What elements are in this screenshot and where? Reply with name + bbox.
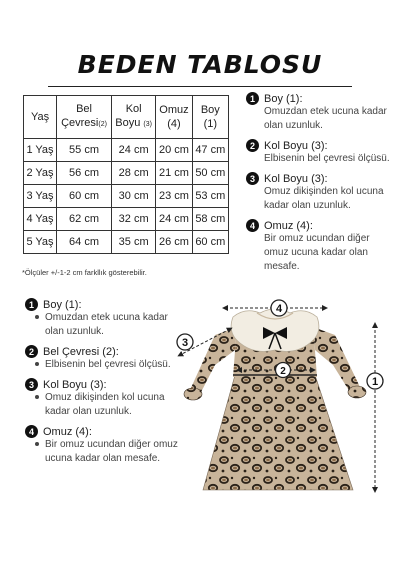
number-badge-icon: 2: [25, 345, 38, 358]
table-cell: 5 Yaş: [24, 231, 57, 254]
number-badge-icon: 3: [246, 172, 259, 185]
col-header-shoulder: Omuz (4): [156, 96, 192, 139]
legend-description: Elbisenin bel çevresi ölçüsü.: [25, 358, 190, 372]
legend-description: Elbisenin bel çevresi ölçüsü.: [264, 153, 390, 164]
marker-label: 4: [275, 303, 283, 315]
table-cell: 50 cm: [192, 162, 228, 185]
legend-item: [25, 378, 190, 391]
marker-label: 2: [280, 366, 286, 377]
legend-item: [25, 298, 190, 311]
measurement-note: *Ölçüler +/-1-2 cm farkllık gösterebilir.: [22, 268, 147, 277]
legend-item: [246, 219, 396, 232]
col-header-waist: Bel Çevresi(2): [57, 96, 112, 139]
number-badge-icon: 4: [246, 219, 259, 232]
col-header-sleeve: Kol Boyu (3): [112, 96, 156, 139]
right-cuff-shape: [348, 386, 366, 398]
legend-title: Boy (1):: [264, 92, 303, 105]
left-cuff-shape: [184, 388, 202, 400]
table-cell: 30 cm: [112, 185, 156, 208]
table-cell: 64 cm: [57, 231, 112, 254]
number-badge-icon: 3: [25, 378, 38, 391]
legend-title: Kol Boyu (3):: [264, 139, 328, 152]
table-cell: 23 cm: [156, 185, 192, 208]
legend-title: Boy (1):: [43, 298, 82, 311]
legend-title: Kol Boyu (3):: [264, 172, 328, 185]
legend-description: Omuzdan etek ucuna kadar olan uzunluk.: [25, 311, 190, 339]
table-row: [24, 162, 229, 185]
legend-description: Omuzdan etek ucuna kadar olan uzunluk.: [264, 106, 387, 131]
table-row: [24, 231, 229, 254]
bullet-icon: [35, 362, 39, 366]
title-underline: [48, 86, 352, 87]
legend-item: [246, 172, 396, 185]
marker-label: 3: [181, 337, 189, 349]
legend-item: [25, 345, 190, 358]
table-cell: 60 cm: [192, 231, 228, 254]
legend-description: Omuz dikişinden kol ucuna kadar olan uzunluk.: [264, 186, 384, 211]
table-cell: 24 cm: [156, 208, 192, 231]
table-header-row: [24, 96, 229, 139]
table-cell: 32 cm: [112, 208, 156, 231]
legend-description: Omuz dikişinden kol ucuna kadar olan uzunluk.: [25, 391, 190, 419]
legend-item: [246, 92, 396, 105]
table-cell: 26 cm: [156, 231, 192, 254]
table-cell: 47 cm: [192, 139, 228, 162]
number-badge-icon: 2: [246, 139, 259, 152]
number-badge-icon: 1: [246, 92, 259, 105]
dress-illustration: [175, 295, 400, 500]
table-cell: 62 cm: [57, 208, 112, 231]
table-cell: 21 cm: [156, 162, 192, 185]
table-cell: 1 Yaş: [24, 139, 57, 162]
table-row: [24, 208, 229, 231]
legend-title: Omuz (4):: [43, 425, 92, 438]
bullet-icon: [35, 315, 39, 319]
bullet-icon: [35, 442, 39, 446]
table-row: [24, 185, 229, 208]
table-cell: 58 cm: [192, 208, 228, 231]
marker-label: 1: [371, 376, 379, 388]
legend-item: [246, 139, 396, 152]
col-header-age: Yaş: [24, 96, 57, 139]
table-cell: 3 Yaş: [24, 185, 57, 208]
col-header-length: Boy (1): [192, 96, 228, 139]
table-cell: 56 cm: [57, 162, 112, 185]
size-table: [23, 95, 229, 254]
legend-title: Bel Çevresi (2):: [43, 345, 119, 358]
table-cell: 55 cm: [57, 139, 112, 162]
legend-title: Omuz (4):: [264, 219, 313, 232]
table-cell: 28 cm: [112, 162, 156, 185]
table-cell: 20 cm: [156, 139, 192, 162]
legend-description: Bir omuz ucundan diğer omuz ucuna kadar olan mesafe.: [25, 438, 190, 466]
table-cell: 60 cm: [57, 185, 112, 208]
number-badge-icon: 4: [25, 425, 38, 438]
table-cell: 35 cm: [112, 231, 156, 254]
legend-description: Bir omuz ucundan diğer omuz ucuna kadar olan mesafe.: [264, 233, 370, 272]
left-legend: [25, 298, 190, 472]
table-cell: 4 Yaş: [24, 208, 57, 231]
table-cell: 24 cm: [112, 139, 156, 162]
table-cell: 2 Yaş: [24, 162, 57, 185]
number-badge-icon: 1: [25, 298, 38, 311]
table-row: [24, 139, 229, 162]
bullet-icon: [35, 395, 39, 399]
right-legend: [246, 92, 396, 280]
legend-title: Kol Boyu (3):: [43, 378, 107, 391]
skirt-shape: [203, 375, 353, 490]
dress-diagram: [175, 295, 400, 500]
page-title: BEDEN TABLOSU: [77, 50, 323, 79]
legend-item: [25, 425, 190, 438]
table-cell: 53 cm: [192, 185, 228, 208]
